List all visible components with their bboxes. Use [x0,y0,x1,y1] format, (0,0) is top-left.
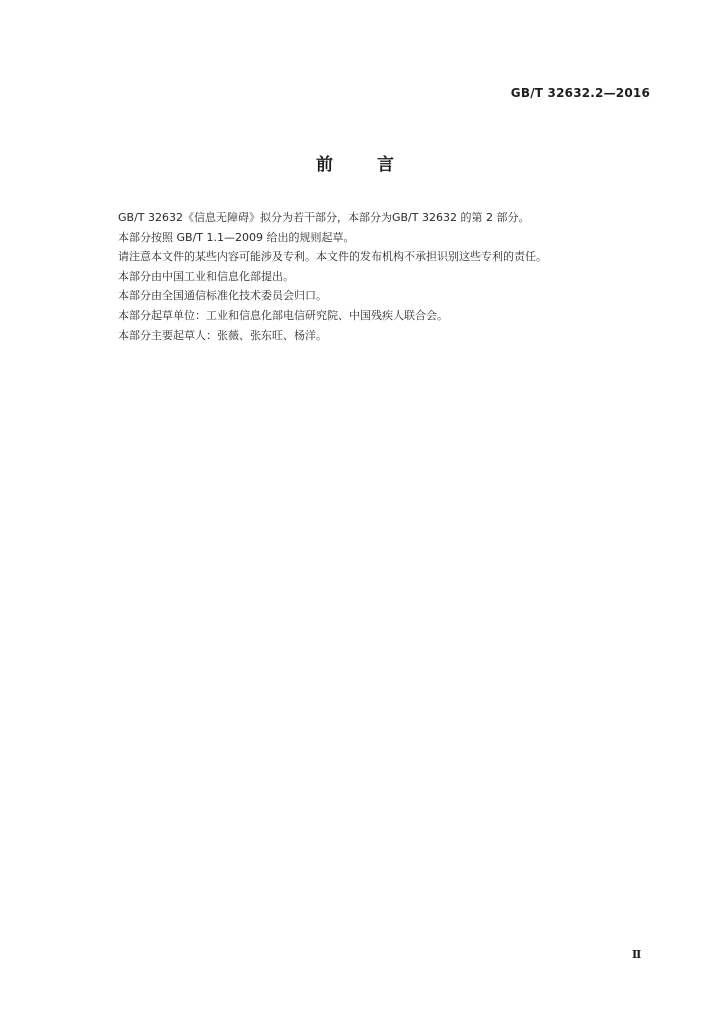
paragraph-drafting-rules: 本部分按照 GB/T 1.1—2009 给出的规则起草。 [118,230,355,244]
paragraph-drafters: 本部分主要起草人：张薇、张东旺、杨洋。 [118,328,327,342]
paragraph-proposer: 本部分由中国工业和信息化部提出。 [118,269,294,283]
paragraph-patent-notice: 请注意本文件的某些内容可能涉及专利。本文件的发布机构不承担识别这些专利的责任。 [118,250,547,264]
paragraph-administrator: 本部分由全国通信标准化技术委员会归口。 [118,289,327,303]
foreword-body [118,208,638,345]
section-title: 前言 [316,155,438,175]
paragraph-drafting-organizations: 本部分起草单位：工业和信息化部电信研究院、中国残疾人联合会。 [118,308,448,322]
standard-code-header: GB/T 32632.2—2016 [510,86,650,100]
paragraph-structure: GB/T 32632《信息无障碍》拟分为若干部分，本部分为GB/T 32632 的第 2 部分。 [118,211,530,224]
page-number: Ⅱ [632,948,642,961]
